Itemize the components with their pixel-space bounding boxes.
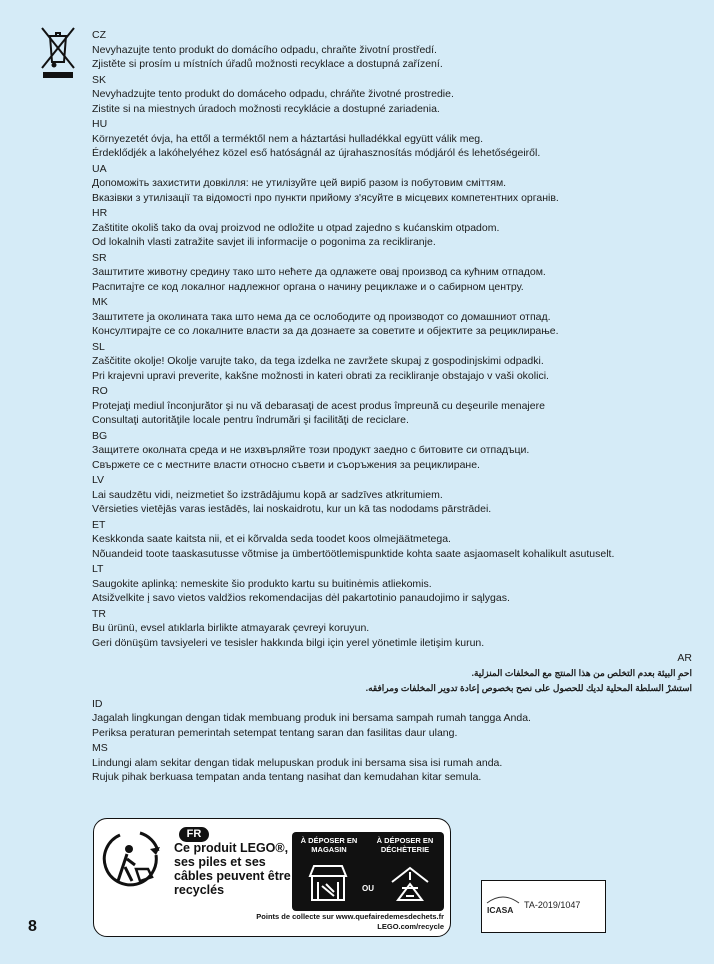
deposit-panel bbox=[292, 832, 444, 911]
section-sk bbox=[92, 73, 692, 117]
instruction-line: Vērsieties vietējās varas iestādēs, lai noskaidrotu, kur un kā tas nododams pārstrādei. bbox=[92, 503, 492, 515]
language-code: HR bbox=[92, 207, 108, 219]
instruction-line: Вказівки з утилізації та відомості про пункти прийому з'ясуйте в місцевих компетентних органів. bbox=[92, 191, 559, 204]
language-code: SK bbox=[92, 73, 107, 86]
section-hu bbox=[92, 117, 692, 161]
instruction-line: Консултирајте се со локалните власти за да дознаете за советите и објектите за рециклирање. bbox=[92, 325, 559, 337]
instruction-line: Lai saudzētu vidi, neizmetiet šo izstrādājumu kopā ar sadzīves atkritumiem. bbox=[92, 488, 443, 501]
instruction-line: Zjistěte si prosím u místních úřadů možnosti recyklace a dostupná zařízení. bbox=[92, 58, 443, 70]
instruction-line: Lindungi alam sekitar dengan tidak melupuskan produk ini bersama sisa isi rumah anda. bbox=[92, 756, 503, 769]
instruction-line: Consultaţi autorităţile locale pentru îndrumări şi facilităţi de reciclare. bbox=[92, 414, 409, 426]
store-icon bbox=[306, 862, 350, 904]
fr-badge: FR bbox=[179, 827, 209, 842]
section-ar bbox=[92, 651, 692, 696]
language-code: BG bbox=[92, 429, 108, 442]
instruction-line: Свържете се с местните власти относно съвети и съоръжения за рециклиране. bbox=[92, 458, 480, 471]
instruction-line: Допоможіть захистити довкілля: не утилізуйте цей виріб разом із побутовим сміттям. bbox=[92, 177, 507, 189]
language-code: SL bbox=[92, 340, 105, 353]
triman-text: Ce produit LEGO®, ses piles et ses câbles peuvent être recyclés bbox=[174, 841, 291, 897]
instruction-line: Protejaţi mediul înconjurător şi nu vă debarasaţi de acest produs împreună cu deşeurile menajere bbox=[92, 399, 545, 412]
section-hr bbox=[92, 206, 692, 250]
language-code: HU bbox=[92, 118, 108, 130]
section-ua bbox=[92, 162, 692, 206]
instruction-line: احمِ البيئة بعدم التخلص من هذا المنتج مع المخلفات المنزلية. bbox=[471, 667, 692, 678]
section-ro bbox=[92, 384, 692, 428]
instruction-line: Распитајте се код локалног надлежног органа о начину рециклаже и о сабирном центру. bbox=[92, 280, 524, 293]
instruction-line: Keskkonda saate kaitsta nii, et ei kõrvalda seda toodet koos olmejäätmetega. bbox=[92, 533, 451, 545]
language-code: MK bbox=[92, 296, 108, 308]
section-sl bbox=[92, 340, 692, 384]
section-cz bbox=[92, 28, 692, 72]
instruction-line: Saugokite aplinką: nemeskite šio produkto kartu su buitinėmis atliekomis. bbox=[92, 577, 432, 590]
language-code: UA bbox=[92, 162, 107, 175]
triman-recycle-icon bbox=[100, 829, 162, 891]
instruction-line: Pri krajevni upravi preverite, kakšne možnosti in kateri obrati za recikliranje obstajajo v vaši okolici. bbox=[92, 369, 549, 382]
instruction-line: Zaštitite okoliš tako da ovaj proizvod ne odložite u otpad zajedno s kućanskim otpadom. bbox=[92, 221, 500, 234]
svg-text:ICASA: ICASA bbox=[487, 905, 514, 915]
recycling-center-icon bbox=[388, 862, 432, 904]
section-sr bbox=[92, 251, 692, 295]
language-code: SR bbox=[92, 251, 107, 264]
language-code: LT bbox=[92, 563, 104, 575]
page-number: 8 bbox=[28, 918, 37, 935]
instruction-line: Atsižvelkite į savo vietos valdžios rekomendacijas dėl pakartotinio panaudojimo ir sąlygas. bbox=[92, 592, 510, 604]
language-code: RO bbox=[92, 385, 108, 397]
certificate-code: TA-2019/1047 bbox=[524, 900, 581, 910]
triman-recycling-logo bbox=[93, 818, 451, 937]
section-mk bbox=[92, 295, 692, 339]
instruction-line: Nevyhazujte tento produkt do domácího odpadu, chraňte životní prostředí. bbox=[92, 43, 437, 56]
bin-label: À DÉPOSER EN DÉCHÈTERIE bbox=[376, 836, 434, 854]
instruction-line: Защитете околната среда и не изхвърляйте този продукт заедно с битовите си отпадъци. bbox=[92, 444, 530, 456]
language-code: LV bbox=[92, 474, 105, 486]
weee-crossed-bin-icon bbox=[40, 26, 76, 80]
instruction-line: Zaščitite okolje! Okolje varujte tako, da tega izdelka ne zavržete skupaj z gospodinjskimi odpadki. bbox=[92, 355, 544, 367]
language-code: ID bbox=[92, 697, 103, 710]
instruction-line: Rujuk pihak berkuasa tempatan anda tentang nasihat dan kemudahan kitar semula. bbox=[92, 771, 482, 783]
instruction-line: Bu ürünü, evsel atıklarla birlikte atmayarak çevreyi koruyun. bbox=[92, 622, 370, 634]
instruction-line: Érdeklődjék a lakóhelyéhez közel eső hatóságnál az újrahasznosítás módjáról és lehetőségeiről. bbox=[92, 147, 541, 159]
collection-points-text: Points de collecte sur www.quefairedemesdechets.fr LEGO.com/recycle bbox=[256, 912, 444, 931]
disposal-instructions bbox=[92, 27, 692, 785]
language-code: ET bbox=[92, 518, 106, 531]
or-label: OU bbox=[362, 884, 374, 893]
instruction-line: Заштитите животну средину тако што нећете да одлажете овај производ са кућним отпадом. bbox=[92, 266, 546, 278]
section-bg bbox=[92, 429, 692, 473]
section-lt bbox=[92, 562, 692, 606]
instruction-line: Nevyhadzujte tento produkt do domáceho odpadu, chráňte životné prostredie. bbox=[92, 88, 454, 100]
section-id bbox=[92, 697, 692, 741]
instruction-line: Környezetét óvja, ha ettől a terméktől nem a háztartási hulladékkal együtt válik meg. bbox=[92, 132, 484, 145]
certification-box bbox=[481, 880, 606, 933]
instruction-line: Od lokalnih vlasti zatražite savjet ili informacije o pogonima za recikliranje. bbox=[92, 236, 436, 248]
section-lv bbox=[92, 473, 692, 517]
instruction-line: Jagalah lingkungan dengan tidak membuang produk ini bersama sampah rumah tangga Anda. bbox=[92, 712, 531, 724]
language-code: AR bbox=[677, 652, 692, 664]
icasa-logo-icon bbox=[485, 893, 521, 921]
instruction-line: استشرْ السلطة المحلية لديك للحصول على نصح بخصوص إعادة تدوير المخلفات ومرافقه. bbox=[365, 682, 692, 693]
instruction-line: Заштитете ја околината така што нема да се ослободите од производот со домашниот отпад. bbox=[92, 310, 551, 323]
instruction-line: Zistite si na miestnych úradoch možnosti recyklácie a dostupné zariadenia. bbox=[92, 102, 440, 115]
section-tr bbox=[92, 607, 692, 651]
store-label: À DÉPOSER EN MAGASIN bbox=[300, 836, 358, 854]
instruction-line: Geri dönüşüm tavsiyeleri ve tesisler hakkında bilgi için yerel yönetimle iletişim kurun. bbox=[92, 636, 485, 649]
language-code: MS bbox=[92, 742, 108, 754]
section-ms bbox=[92, 741, 692, 785]
language-code: CZ bbox=[92, 29, 106, 41]
section-et bbox=[92, 518, 692, 562]
instruction-line: Nõuandeid toote taaskasutusse võtmise ja ümbertöötlemispunktide kohta saate asjaomaselt kohalikult asutuselt. bbox=[92, 547, 615, 560]
instruction-line: Periksa peraturan pemerintah setempat tentang saran dan fasilitas daur ulang. bbox=[92, 726, 458, 739]
language-code: TR bbox=[92, 607, 106, 620]
